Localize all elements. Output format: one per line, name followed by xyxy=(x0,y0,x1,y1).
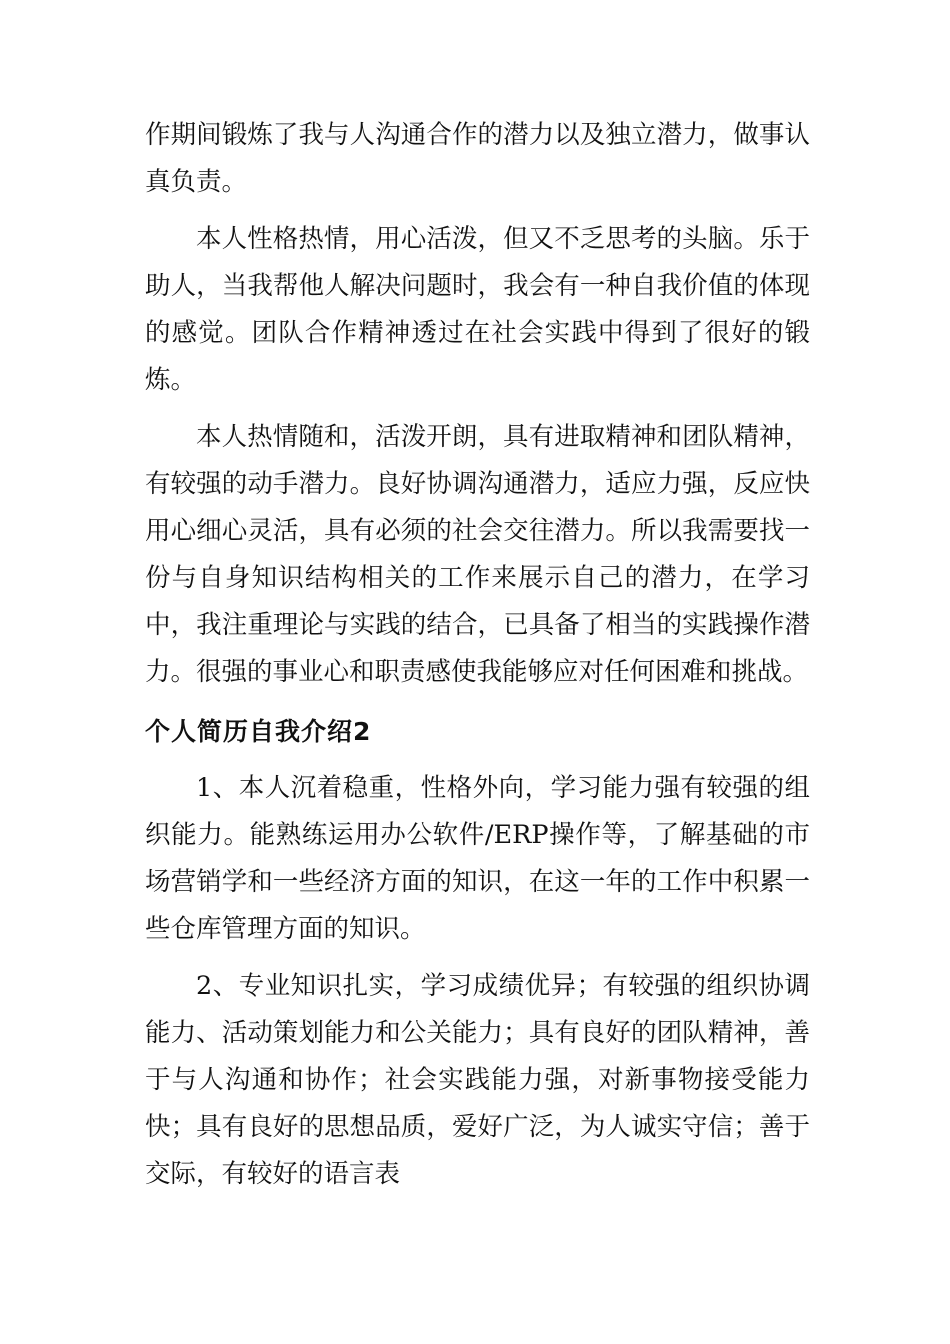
paragraph-strengths: 本人热情随和，活泼开朗，具有进取精神和团队精神，有较强的动手潜力。良好协调沟通潜力，适应力强，反应快用心细心灵活，具有必须的社会交往潜力。所以我需要找一份与自身知识结构相关的工作来展示自己的潜力，在学习中，我注重理论与实践的结合，已具备了相当的实践操作潜力。很强的事业心和职责感使我能够应对任何困难和挑战。 xyxy=(145,422,810,687)
paragraph-personality: 本人性格热情，用心活泼，但又不乏思考的头脑。乐于助人，当我帮他人解决问题时，我会有一种自我价值的体现的感觉。团队合作精神透过在社会实践中得到了很好的锻炼。 xyxy=(145,224,810,395)
paragraph-point-2: 2、专业知识扎实，学习成绩优异；有较强的组织协调能力、活动策划能力和公关能力；具有良好的团队精神，善于与人沟通和协作；社会实践能力强，对新事物接受能力快；具有良好的思想品质，爱好广泛，为人诚实守信；善于交际，有较好的语言表 xyxy=(145,971,810,1189)
paragraph-continuation: 作期间锻炼了我与人沟通合作的潜力以及独立潜力，做事认真负责。 xyxy=(145,120,810,197)
paragraph-point-1: 1、本人沉着稳重，性格外向，学习能力强有较强的组织能力。能熟练运用办公软件/ERP操作等，了解基础的市场营销学和一些经济方面的知识，在这一年的工作中积累一些仓库管理方面的知识。 xyxy=(145,773,810,944)
document-body xyxy=(145,112,810,1198)
section-heading: 个人简历自我介绍2 xyxy=(145,717,372,746)
